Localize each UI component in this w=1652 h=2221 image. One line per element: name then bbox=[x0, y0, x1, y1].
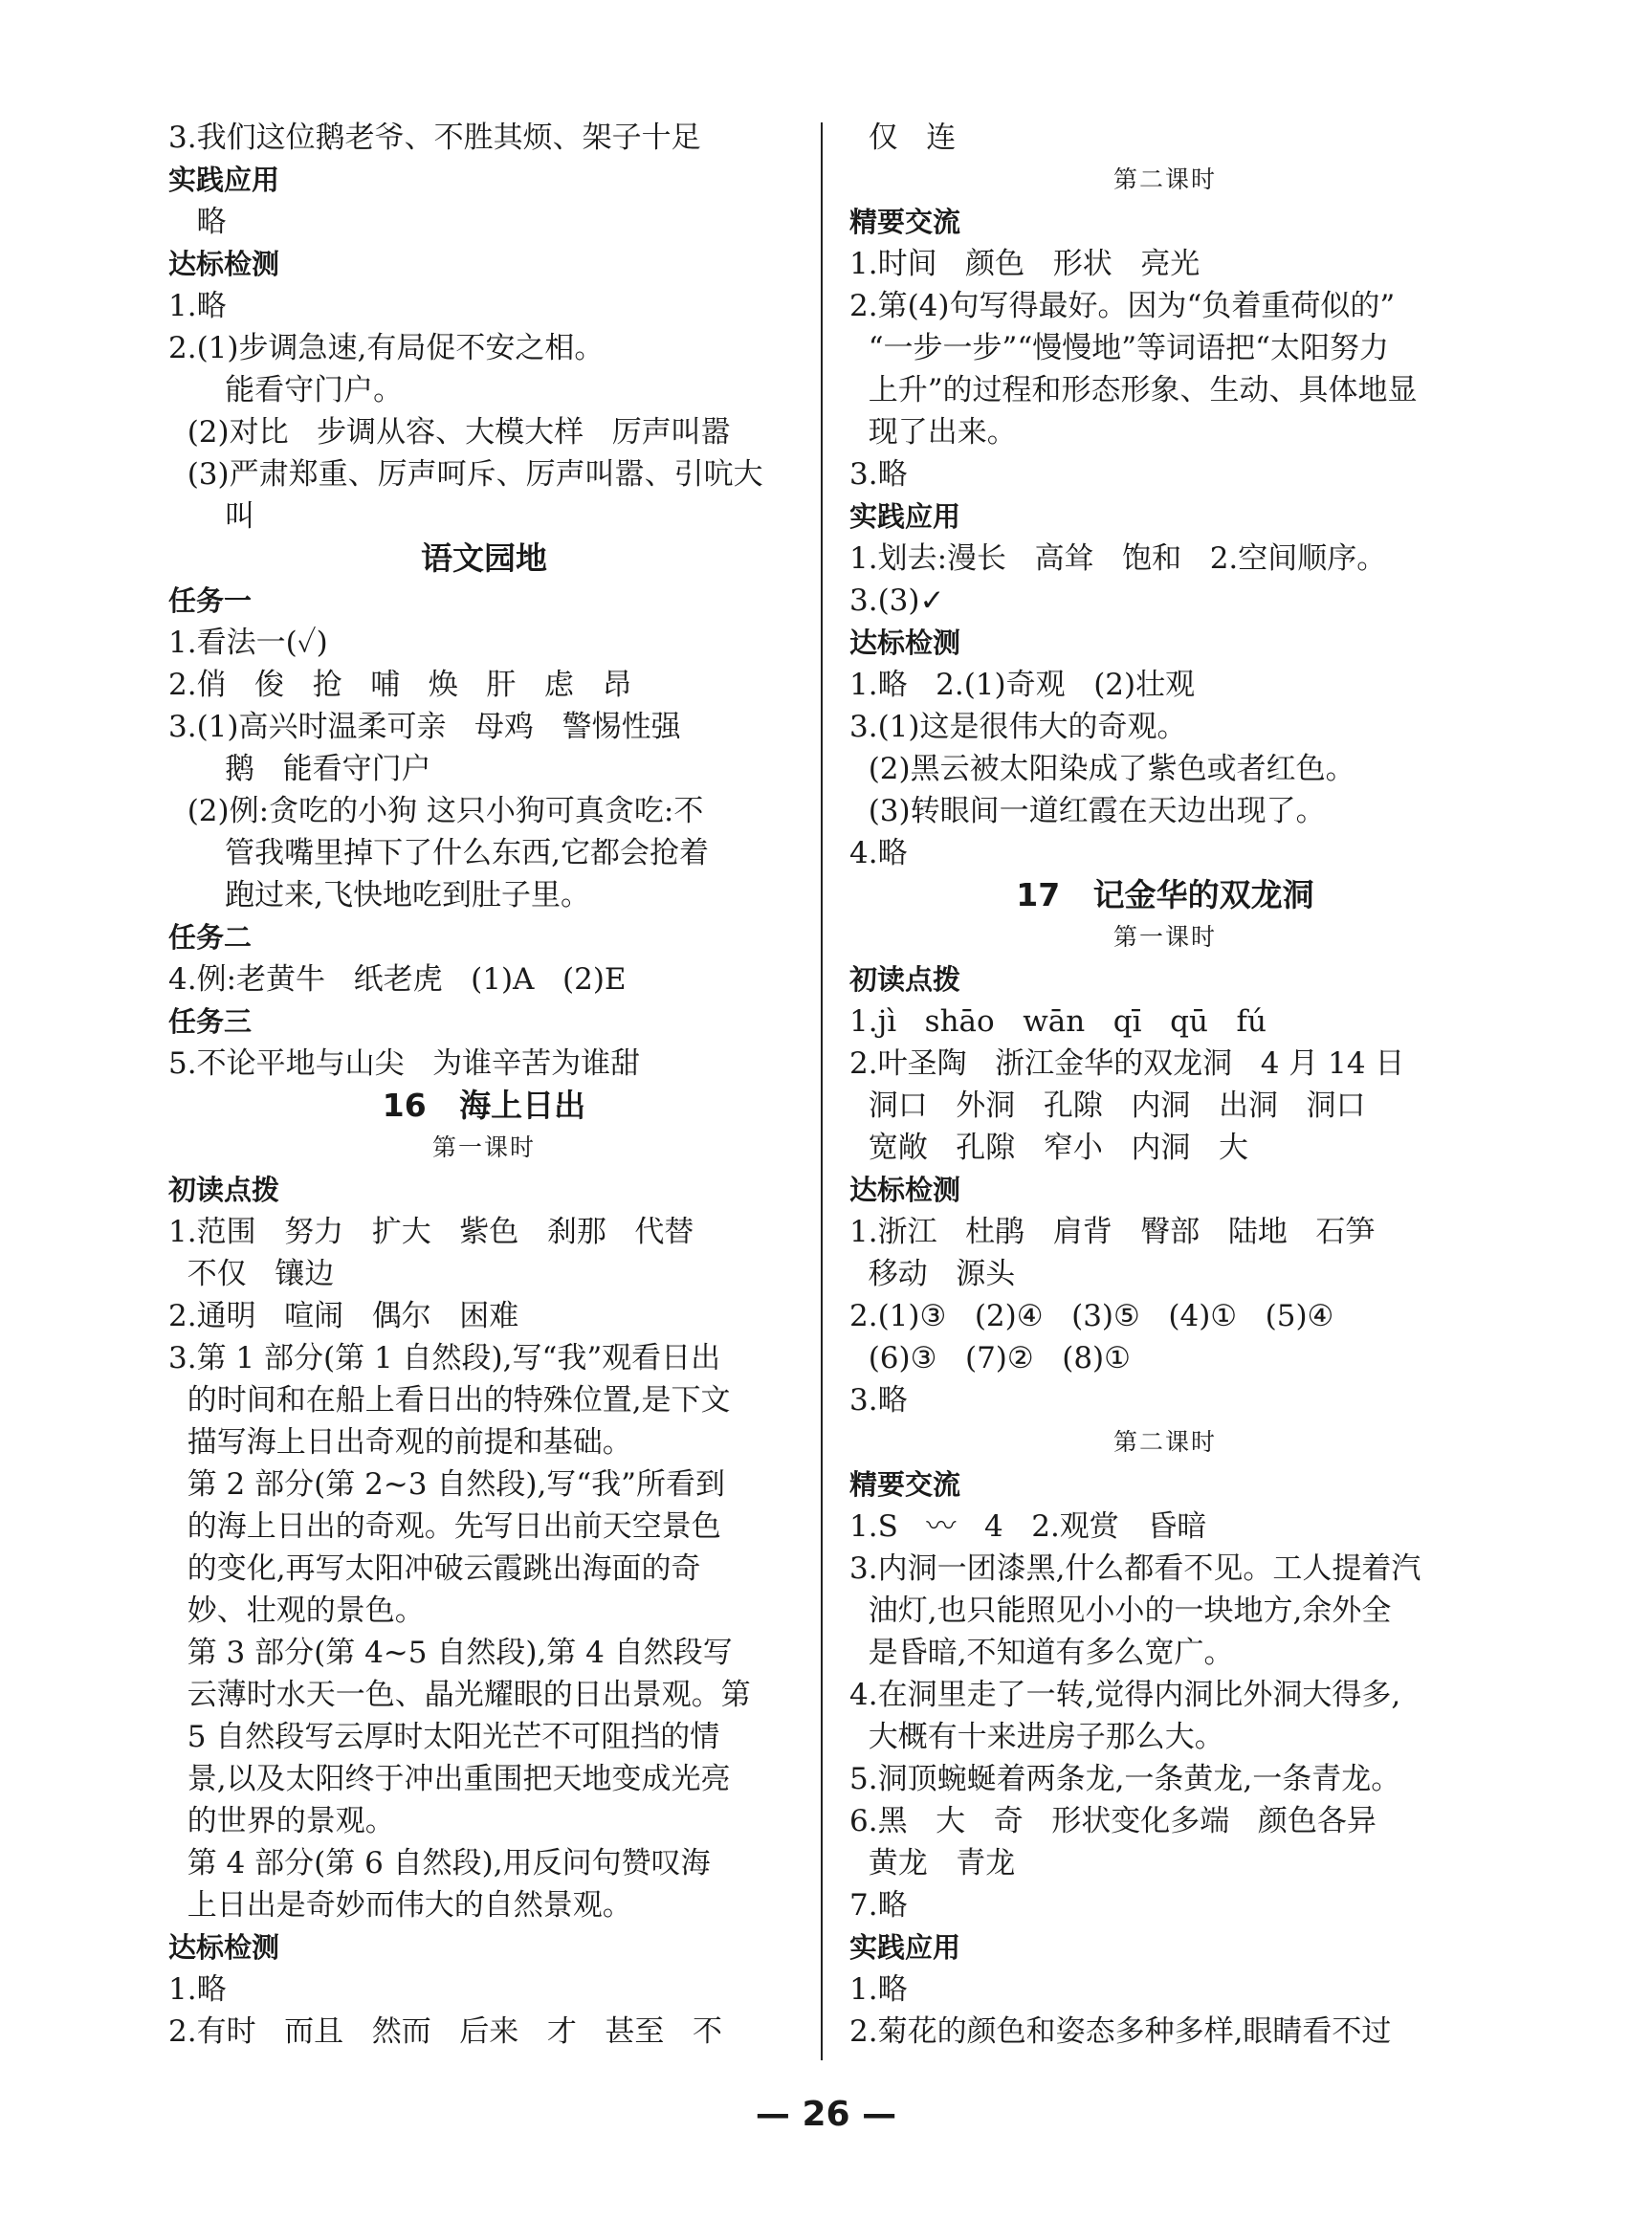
text-line: 1.S 〰 4 2.观赏 昏暗 bbox=[849, 1509, 1207, 1544]
text-line: 3.(1)高兴时温柔可亲 母鸡 警惕性强 bbox=[168, 710, 681, 744]
text-line: 3.(3)✓ bbox=[849, 583, 945, 618]
text-line: 略 bbox=[168, 205, 227, 239]
text-line: 云薄时水天一色、晶光耀眼的日出景观。第 bbox=[168, 1678, 751, 1712]
text-line: 5 自然段写云厚时太阳光芒不可阻挡的情 bbox=[168, 1720, 720, 1754]
text-line: (3)严肃郑重、厉声呵斥、厉声叫嚣、引吭大 bbox=[168, 457, 763, 492]
text-line: 的变化,再写太阳冲破云霞跳出海面的奇 bbox=[168, 1551, 701, 1586]
text-line: 管我嘴里掉下了什么东西,它都会抢着 bbox=[168, 836, 709, 870]
text-line: 描写海上日出奇观的前提和基础。 bbox=[168, 1425, 632, 1460]
text-line: 2.(1)步调急速,有局促不安之相。 bbox=[168, 331, 605, 365]
section-heading: 任务三 bbox=[168, 1005, 253, 1038]
session-label: 第二课时 bbox=[1112, 1428, 1217, 1456]
text-line: 叫 bbox=[168, 499, 255, 534]
section-heading: 实践应用 bbox=[849, 500, 961, 533]
text-line: 第 2 部分(第 2~3 自然段),写“我”所看到 bbox=[168, 1467, 726, 1502]
text-line: 不仅 镶边 bbox=[168, 1257, 335, 1291]
page-number: — 26 — bbox=[755, 2095, 897, 2134]
section-heading: 初读点拨 bbox=[849, 963, 961, 996]
session-label: 第一课时 bbox=[1112, 923, 1217, 951]
lesson-title: 语文园地 bbox=[421, 539, 547, 577]
text-line: 现了出来。 bbox=[849, 415, 1017, 450]
text-line: 移动 源头 bbox=[849, 1257, 1016, 1291]
section-heading: 达标检测 bbox=[849, 627, 961, 659]
text-line: (2)黑云被太阳染成了紫色或者红色。 bbox=[849, 752, 1355, 786]
session-label: 第二课时 bbox=[1112, 165, 1217, 193]
text-line: 4.略 bbox=[849, 836, 908, 870]
text-line: 大概有十来进房子那么大。 bbox=[849, 1720, 1224, 1754]
session-label: 第一课时 bbox=[431, 1133, 536, 1161]
text-line: 3.略 bbox=[849, 1383, 908, 1418]
section-heading: 初读点拨 bbox=[168, 1174, 280, 1206]
column-divider bbox=[821, 122, 823, 2060]
section-heading: 任务二 bbox=[168, 921, 253, 954]
text-line: 的时间和在船上看日出的特殊位置,是下文 bbox=[168, 1383, 731, 1418]
text-line: 1.时间 颜色 形状 亮光 bbox=[849, 247, 1200, 281]
text-line: 1.划去:漫长 高耸 饱和 2.空间顺序。 bbox=[849, 541, 1387, 576]
text-line: 2.菊花的颜色和姿态多种多样,眼睛看不过 bbox=[849, 2014, 1392, 2049]
text-line: 3.(1)这是很伟大的奇观。 bbox=[849, 710, 1187, 744]
text-line: 5.洞顶蜿蜒着两条龙,一条黄龙,一条青龙。 bbox=[849, 1762, 1401, 1796]
section-heading: 达标检测 bbox=[168, 248, 280, 280]
text-line: 3.略 bbox=[849, 457, 908, 492]
text-line: 跑过来,飞快地吃到肚子里。 bbox=[168, 878, 590, 913]
text-line: 仅 连 bbox=[849, 121, 957, 155]
section-heading: 精要交流 bbox=[849, 1468, 961, 1501]
lesson-title: 17 记金华的双龙洞 bbox=[1016, 876, 1314, 913]
text-line: 1.浙江 杜鹃 肩背 臀部 陆地 石笋 bbox=[849, 1215, 1376, 1249]
text-line: 4.例:老黄牛 纸老虎 (1)A (2)E bbox=[168, 962, 627, 997]
text-line: 洞口 外洞 孔隙 内洞 出洞 洞口 bbox=[849, 1089, 1366, 1123]
section-heading: 达标检测 bbox=[168, 1931, 280, 1964]
left-column bbox=[168, 117, 800, 2053]
text-line: 是昏暗,不知道有多么宽广。 bbox=[849, 1636, 1234, 1670]
text-line: 4.在洞里走了一转,觉得内洞比外洞大得多, bbox=[849, 1678, 1401, 1712]
text-line: 的海上日出的奇观。先写日出前天空景色 bbox=[168, 1509, 721, 1544]
text-line: 第 4 部分(第 6 自然段),用反问句赞叹海 bbox=[168, 1846, 711, 1880]
text-line: (2)对比 步调从容、大模大样 厉声叫嚣 bbox=[168, 415, 731, 450]
text-line: 2.(1)③ (2)④ (3)⑤ (4)① (5)④ bbox=[849, 1299, 1334, 1333]
section-heading: 实践应用 bbox=[849, 1931, 961, 1964]
text-line: 上升”的过程和形态形象、生动、具体地显 bbox=[849, 373, 1418, 407]
text-line: 能看守门户。 bbox=[168, 373, 404, 407]
section-heading: 任务一 bbox=[168, 584, 253, 617]
text-line: 1.略 2.(1)奇观 (2)壮观 bbox=[849, 668, 1196, 702]
text-line: 1.略 bbox=[849, 1972, 908, 2007]
section-heading: 实践应用 bbox=[168, 164, 280, 196]
text-line: 2.有时 而且 然而 后来 才 甚至 不 bbox=[168, 2014, 722, 2049]
text-line: 1.看法一(✓) bbox=[168, 626, 328, 660]
right-column bbox=[849, 117, 1481, 2053]
text-line: 1.略 bbox=[168, 289, 227, 323]
text-line: 妙、壮观的景色。 bbox=[168, 1594, 425, 1628]
text-line: 鹅 能看守门户 bbox=[168, 752, 431, 786]
text-line: 上日出是奇妙而伟大的自然景观。 bbox=[168, 1888, 632, 1923]
text-line: (6)③ (7)② (8)① bbox=[849, 1341, 1131, 1375]
text-line: 2.俏 俊 抢 哺 焕 肝 虑 昂 bbox=[168, 668, 632, 702]
text-line: 7.略 bbox=[849, 1888, 908, 1923]
text-line: 1.略 bbox=[168, 1972, 227, 2007]
lesson-title: 16 海上日出 bbox=[382, 1087, 586, 1124]
text-line: 黄龙 青龙 bbox=[849, 1846, 1016, 1880]
text-line: “一步一步”“慢慢地”等词语把“太阳努力 bbox=[849, 331, 1389, 365]
text-line: 2.叶圣陶 浙江金华的双龙洞 4 月 14 日 bbox=[849, 1046, 1405, 1081]
text-line: 1.jì shāo wān qī qū fú bbox=[849, 1004, 1267, 1039]
text-line: 3.内洞一团漆黑,什么都看不见。工人提着汽 bbox=[849, 1551, 1421, 1586]
section-heading: 精要交流 bbox=[849, 206, 961, 238]
text-line: 1.范围 努力 扩大 紫色 刹那 代替 bbox=[168, 1215, 694, 1249]
text-line: 景,以及太阳终于冲出重围把天地变成光亮 bbox=[168, 1762, 731, 1796]
text-line: 3.我们这位鹅老爷、不胜其烦、架子十足 bbox=[168, 121, 701, 155]
section-heading: 达标检测 bbox=[849, 1174, 961, 1206]
text-line: 5.不论平地与山尖 为谁辛苦为谁甜 bbox=[168, 1046, 641, 1081]
text-line: 3.第 1 部分(第 1 自然段),写“我”观看日出 bbox=[168, 1341, 721, 1375]
text-line: (3)转眼间一道红霞在天边出现了。 bbox=[849, 794, 1326, 828]
text-line: 2.通明 喧闹 偶尔 困难 bbox=[168, 1299, 519, 1333]
text-line: 的世界的景观。 bbox=[168, 1804, 395, 1838]
text-line: 6.黑 大 奇 形状变化多端 颜色各异 bbox=[849, 1804, 1377, 1838]
text-line: 油灯,也只能照见小小的一块地方,余外全 bbox=[849, 1594, 1392, 1628]
text-line: (2)例:贪吃的小狗 这只小狗可真贪吃:不 bbox=[168, 794, 704, 828]
text-line: 2.第(4)句写得最好。因为“负着重荷似的” bbox=[849, 289, 1396, 323]
text-line: 第 3 部分(第 4~5 自然段),第 4 自然段写 bbox=[168, 1636, 733, 1670]
text-line: 宽敞 孔隙 窄小 内洞 大 bbox=[849, 1131, 1248, 1165]
